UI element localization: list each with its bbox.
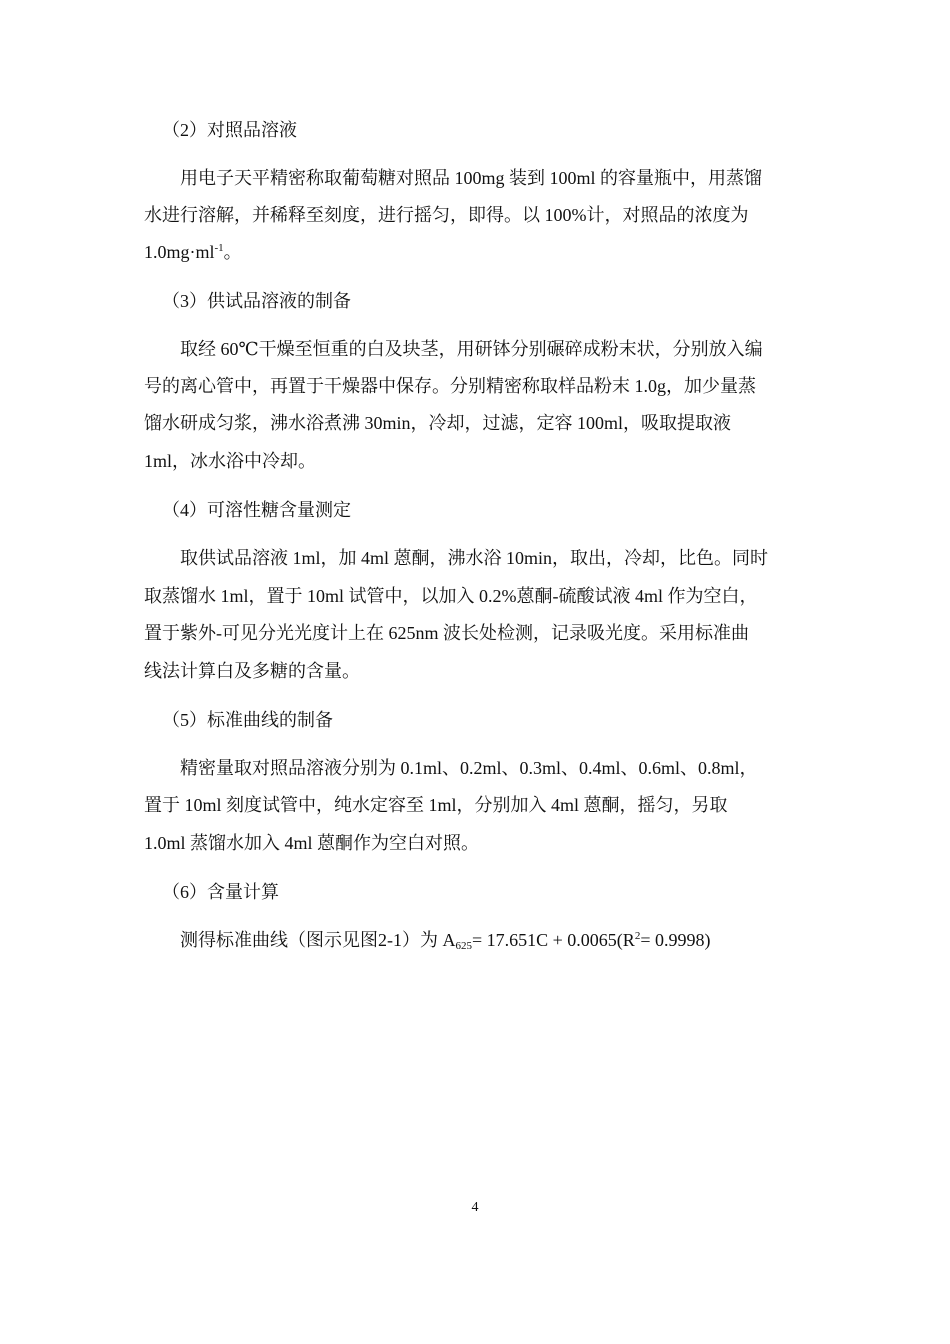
paragraph-line: 1ml，冰水浴中冷却。 bbox=[144, 451, 317, 471]
paragraph-line: 号的离心管中，再置于干燥器中保存。分别精密称取样品粉末 1.0g，加少量蒸 bbox=[144, 376, 756, 396]
paragraph-line: 置于 10ml 刻度试管中，纯水定容至 1ml，分别加入 4ml 蒽酮，摇匀，另取 bbox=[144, 795, 728, 815]
concentration-suffix: 。 bbox=[223, 242, 242, 262]
paragraph-line: 用电子天平精密称取葡萄糖对照品 100mg 装到 100ml 的容量瓶中，用蒸馏 bbox=[180, 168, 763, 188]
paragraph-line: 取经 60℃干燥至恒重的白及块茎，用研钵分别碾碎成粉末状，分别放入编 bbox=[180, 339, 763, 359]
concentration-line bbox=[144, 240, 242, 264]
paragraph-line: 置于紫外-可见分光光度计上在 625nm 波长处检测，记录吸光度。采用标准曲 bbox=[144, 623, 749, 643]
section-heading-5: （5）标准曲线的制备 bbox=[162, 710, 333, 730]
equation-body: = 17.651C + 0.0065(R bbox=[472, 930, 635, 950]
equation-superscript: 2 bbox=[634, 930, 641, 942]
section-heading-2: （2）对照品溶液 bbox=[162, 120, 297, 140]
page-number: 4 bbox=[471, 1200, 479, 1215]
paragraph-line: 水进行溶解，并稀释至刻度，进行摇匀，即得。以 100%计，对照品的浓度为 bbox=[144, 205, 749, 225]
concentration-exponent: -1 bbox=[214, 242, 224, 254]
paragraph-line: 取供试品溶液 1ml，加 4ml 蒽酮，沸水浴 10min，取出，冷却，比色。同时 bbox=[180, 548, 769, 568]
concentration-value: 1.0mg·ml bbox=[144, 242, 215, 262]
equation-suffix: = 0.9998) bbox=[640, 930, 711, 950]
paragraph-line: 精密量取对照品溶液分别为 0.1ml、0.2ml、0.3ml、0.4ml、0.6ml、0.8ml， bbox=[180, 758, 758, 778]
standard-curve-equation bbox=[180, 928, 710, 952]
paragraph-line: 线法计算白及多糖的含量。 bbox=[144, 661, 360, 681]
paragraph-line: 1.0ml 蒸馏水加入 4ml 蒽酮作为空白对照。 bbox=[144, 833, 480, 853]
equation-prefix: 测得标准曲线（图示见图2-1）为 A bbox=[180, 930, 456, 950]
paragraph-line: 取蒸馏水 1ml，置于 10ml 试管中，以加入 0.2%蒽酮-硫酸试液 4ml 作为空白， bbox=[144, 586, 758, 606]
equation-subscript: 625 bbox=[455, 940, 472, 952]
section-heading-6: （6）含量计算 bbox=[162, 882, 279, 902]
section-heading-3: （3）供试品溶液的制备 bbox=[162, 291, 351, 311]
section-heading-4: （4）可溶性糖含量测定 bbox=[162, 500, 351, 520]
paragraph-line: 馏水研成匀浆，沸水浴煮沸 30min，冷却，过滤，定容 100ml，吸取提取液 bbox=[144, 413, 732, 433]
